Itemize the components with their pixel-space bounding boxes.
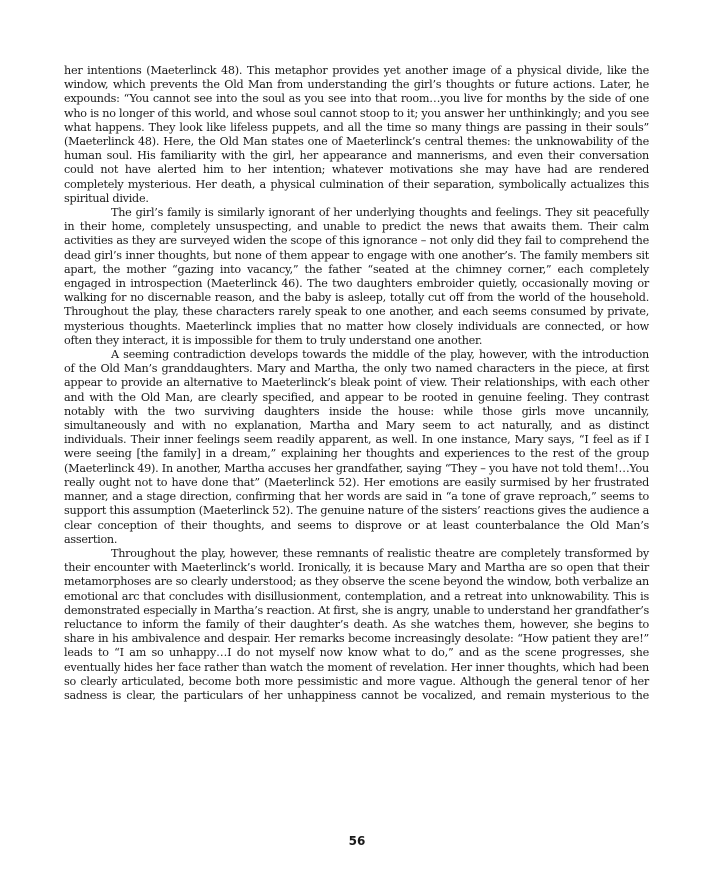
paragraph-2: The girl’s family is similarly ignorant of her underlying thoughts and feelings. They sit peacefully in their home, completely unsuspecting, and unable to predict the news that awaits them. Their calm activities as they are surveyed widen the scope of this ignorance – not only did they fail to comprehend the dead girl’s inner thoughts, but none of them appear to engage with one another’s. The family members sit apart, the mother “gazing into vacancy,” the father “seated at the chimney corner,” each completely engaged in introspection (Maeterlinck 46). The two daughters embroider quietly, occasionally moving or walking for no discernable reason, and the baby is asleep, totally cut off from the world of the household. Throughout the play, these characters rarely speak to one another, and each seems consumed by private, mysterious thoughts. Maeterlinck implies that no matter how closely individuals are connected, or how often they interact, it is impossible for them to truly understand one another. [64,206,649,347]
document-page-body [64,64,649,703]
paragraph-1: her intentions (Maeterlinck 48). This metaphor provides yet another image of a physical divide, like the window, which prevents the Old Man from understanding the girl’s thoughts or future actions. Later, he expounds: “You cannot see into the soul as you see into that room…you live for months by the side of one who is no longer of this world, and whose soul cannot stoop to it; you answer her unthinkingly; and you see what happens. They look like lifeless puppets, and all the time so many things are passing in their souls” (Maeterlinck 48). Here, the Old Man states one of Maeterlinck’s central themes: the unknowability of the human soul. His familiarity with the girl, her appearance and mannerisms, and even their conversation could not have alerted him to her intention; whatever motivations she may have had are rendered completely mysterious. Her death, a physical culmination of their separation, symbolically actualizes this spiritual divide. [64,64,649,205]
paragraph-3: A seeming contradiction develops towards the middle of the play, however, with the introduction of the Old Man’s granddaughters. Mary and Martha, the only two named characters in the piece, at first appear to provide an alternative to Maeterlinck’s bleak point of view. Their relationships, with each other and with the Old Man, are clearly specified, and appear to be rooted in genuine feeling. They contrast notably with the two surviving daughters inside the house: while those girls move uncannily, simultaneously and with no explanation, Martha and Mary seem to act naturally, and as distinct individuals. Their inner feelings seem readily apparent, as well. In one instance, Mary says, “I feel as if I were seeing [the family] in a dream,” explaining her thoughts and experiences to the rest of the group (Maeterlinck 49). In another, Martha accuses her grandfather, saying “They – you have not told them!…You really ought not to have done that” (Maeterlinck 52). Her emotions are easily surmised by her frustrated manner, and a stage direction, confirming that her words are said in “a tone of grave reproach,” seems to support this assumption (Maeterlinck 52). The genuine nature of the sisters’ reactions gives the audience a clear conception of their thoughts, and seems to disprove or at least counterbalance the Old Man’s assertion. [64,348,649,546]
page-number: 56 [348,834,366,848]
paragraph-4: Throughout the play, however, these remnants of realistic theatre are completely transformed by their encounter with Maeterlinck’s world. Ironically, it is because Mary and Martha are so open that their metamorphoses are so clearly understood; as they observe the scene beyond the window, both verbalize an emotional arc that concludes with disillusionment, contemplation, and a retreat into unknowability. This is demonstrated especially in Martha’s reaction. At first, she is angry, unable to understand her grandfather’s reluctance to inform the family of their daughter’s death. As she watches them, however, she begins to share in his ambivalence and despair. Her remarks become increasingly desolate: “How patient they are!” leads to “I am so unhappy…I do not myself now know what to do,” and as the scene progresses, she eventually hides her face rather than watch the moment of revelation. Her inner thoughts, which had been so clearly articulated, become both more pessimistic and more vague. Although the general tenor of her sadness is clear, the particulars of her unhappiness cannot be vocalized, and remain mysterious to the [64,546,649,702]
